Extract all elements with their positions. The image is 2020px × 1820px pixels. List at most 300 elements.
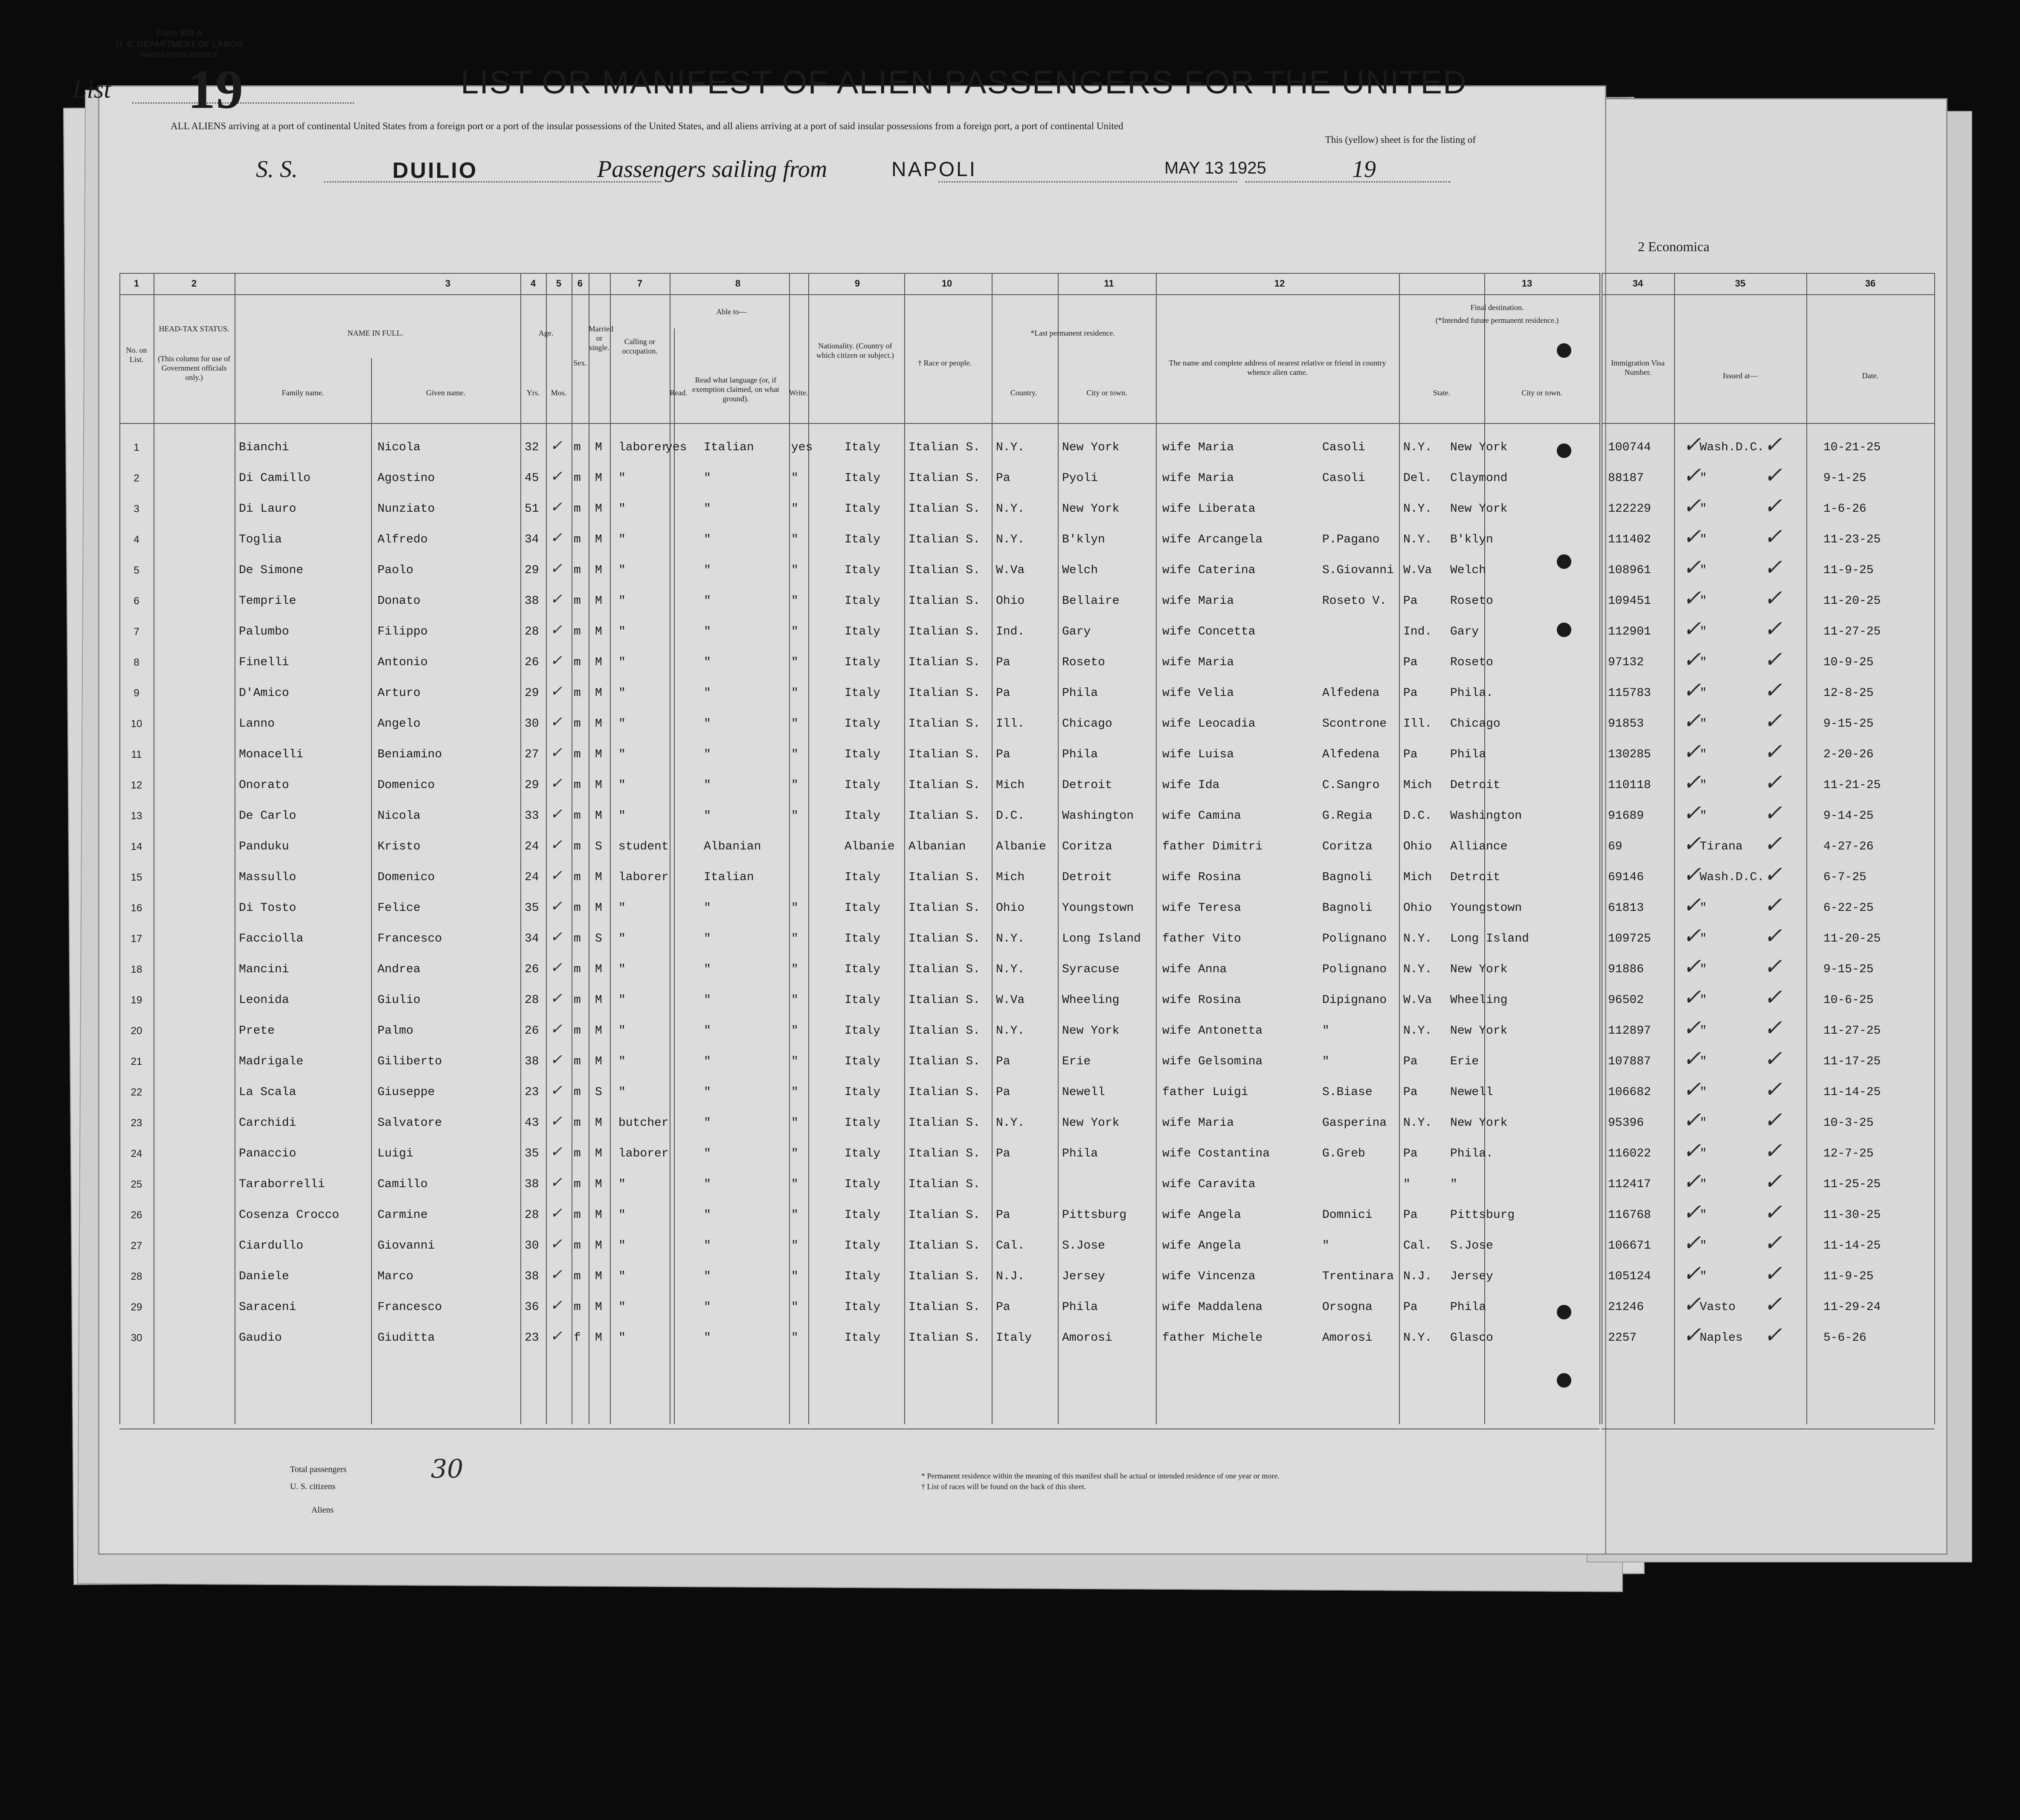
ss-label: S. S. bbox=[256, 156, 298, 183]
row-number: 8 bbox=[134, 657, 139, 668]
list-number: 19 bbox=[188, 59, 243, 120]
age-check-mark: ✓ bbox=[550, 1051, 563, 1068]
relative-name: wife Liberata bbox=[1162, 502, 1256, 516]
check-mark: ✓ bbox=[1764, 1292, 1782, 1317]
visa-date: 9-15-25 bbox=[1823, 717, 1874, 730]
race: Albanian bbox=[908, 840, 966, 853]
marital-status: M bbox=[595, 441, 602, 454]
check-mark: ✓ bbox=[1683, 1015, 1701, 1041]
relative-address: Bagnoli bbox=[1322, 871, 1373, 884]
check-mark: ✓ bbox=[1764, 1230, 1782, 1256]
issued-at: Naples bbox=[1700, 1331, 1743, 1345]
age-years: 43 bbox=[525, 1116, 539, 1130]
sailing-date: MAY 13 1925 bbox=[1164, 159, 1266, 177]
given-name: Camillo bbox=[377, 1178, 428, 1191]
read-language: " bbox=[704, 1270, 711, 1283]
age-years: 35 bbox=[525, 901, 539, 915]
family-name: Leonida bbox=[239, 994, 289, 1007]
relative-address: S.Biase bbox=[1322, 1086, 1373, 1099]
row-number: 18 bbox=[131, 964, 142, 975]
marital-status: M bbox=[595, 1024, 602, 1038]
check-mark: ✓ bbox=[1764, 678, 1782, 703]
form-identifier bbox=[60, 28, 299, 61]
page-title: LIST OR MANIFEST OF ALIEN PASSENGERS FOR THE UNITED bbox=[461, 64, 1467, 101]
column-divider bbox=[610, 273, 611, 1424]
race: Italian S. bbox=[908, 656, 981, 669]
visa-number: 105124 bbox=[1608, 1270, 1651, 1283]
family-name: Cosenza Crocco bbox=[239, 1209, 340, 1222]
occupation: " bbox=[618, 779, 626, 792]
relative-name: father Dimitri bbox=[1162, 840, 1263, 853]
row-number: 23 bbox=[131, 1117, 142, 1129]
visa-date: 11-25-25 bbox=[1823, 1178, 1881, 1191]
check-mark: ✓ bbox=[1683, 985, 1701, 1010]
visa-date: 11-30-25 bbox=[1823, 1209, 1881, 1222]
residence-country: W.Va bbox=[996, 994, 1025, 1007]
visa-number: 69146 bbox=[1608, 871, 1644, 884]
age-years: 38 bbox=[525, 1055, 539, 1068]
family-name: Taraborrelli bbox=[239, 1178, 325, 1191]
destination-state: Mich bbox=[1403, 779, 1432, 792]
occupation: " bbox=[618, 963, 626, 976]
age-years: 28 bbox=[525, 625, 539, 638]
sex: m bbox=[574, 1086, 581, 1099]
column-divider bbox=[789, 328, 790, 1424]
relative-name: wife Caravita bbox=[1162, 1178, 1256, 1191]
age-check-mark: ✓ bbox=[550, 621, 563, 638]
column-number: 35 bbox=[1735, 278, 1746, 289]
issued-at: " bbox=[1700, 656, 1707, 669]
destination-state: N.Y. bbox=[1403, 441, 1432, 454]
visa-date: 11-21-25 bbox=[1823, 779, 1881, 792]
family-name: Daniele bbox=[239, 1270, 289, 1283]
check-mark: ✓ bbox=[1764, 1322, 1782, 1348]
residence-city: Roseto bbox=[1062, 656, 1105, 669]
visa-date: 11-14-25 bbox=[1823, 1086, 1881, 1099]
race: Italian S. bbox=[908, 1086, 981, 1099]
visa-date: 4-27-26 bbox=[1823, 840, 1874, 853]
port-dotline bbox=[938, 181, 1237, 183]
marital-status: M bbox=[595, 901, 602, 915]
occupation: " bbox=[618, 994, 626, 1007]
age-check-mark: ✓ bbox=[550, 836, 563, 853]
visa-date: 10-6-25 bbox=[1823, 994, 1874, 1007]
destination-city: Phila bbox=[1450, 748, 1486, 761]
check-mark: ✓ bbox=[1683, 616, 1701, 642]
age-check-mark: ✓ bbox=[550, 1297, 563, 1314]
visa-number: 122229 bbox=[1608, 502, 1651, 516]
can-write: " bbox=[791, 994, 798, 1007]
read-language: " bbox=[704, 779, 711, 792]
read-language: " bbox=[704, 564, 711, 577]
family-name: De Simone bbox=[239, 564, 304, 577]
can-write: " bbox=[791, 656, 798, 669]
occupation: student bbox=[618, 840, 669, 853]
read-language: " bbox=[704, 994, 711, 1007]
header-read-what: Read what language (or, if exemption claimed, on what ground). bbox=[692, 376, 779, 403]
nationality: Italy bbox=[845, 502, 881, 516]
residence-country: N.Y. bbox=[996, 441, 1025, 454]
sex: m bbox=[574, 533, 581, 546]
age-check-mark: ✓ bbox=[550, 498, 563, 516]
check-mark: ✓ bbox=[1764, 463, 1782, 488]
read-language: " bbox=[704, 748, 711, 761]
destination-state: N.Y. bbox=[1403, 533, 1432, 546]
age-years: 45 bbox=[525, 472, 539, 485]
relative-address: " bbox=[1322, 1024, 1329, 1038]
can-write: " bbox=[791, 1209, 798, 1222]
destination-city: Alliance bbox=[1450, 840, 1508, 853]
relative-address: Domnici bbox=[1322, 1209, 1373, 1222]
given-name: Domenico bbox=[377, 779, 435, 792]
check-mark: ✓ bbox=[1683, 1077, 1701, 1102]
read-language: " bbox=[704, 1055, 711, 1068]
destination-state: Pa bbox=[1403, 1147, 1418, 1160]
visa-date: 10-3-25 bbox=[1823, 1116, 1874, 1130]
check-mark: ✓ bbox=[1764, 708, 1782, 734]
family-name: Panaccio bbox=[239, 1147, 296, 1160]
visa-date: 6-22-25 bbox=[1823, 901, 1874, 915]
age-check-mark: ✓ bbox=[550, 560, 563, 577]
check-mark: ✓ bbox=[1683, 893, 1701, 918]
age-check-mark: ✓ bbox=[550, 1020, 563, 1038]
family-name: Di Camillo bbox=[239, 472, 311, 485]
age-check-mark: ✓ bbox=[550, 1082, 563, 1099]
age-check-mark: ✓ bbox=[550, 1143, 563, 1160]
age-check-mark: ✓ bbox=[550, 652, 563, 669]
sex: m bbox=[574, 625, 581, 638]
visa-date: 11-17-25 bbox=[1823, 1055, 1881, 1068]
marital-status: M bbox=[595, 564, 602, 577]
given-name: Angelo bbox=[377, 717, 421, 730]
residence-city: Wheeling bbox=[1062, 994, 1120, 1007]
subtitle-line2: This (yellow) sheet is for the listing of bbox=[1325, 134, 1476, 145]
column-number: 7 bbox=[637, 278, 643, 289]
visa-date: 11-20-25 bbox=[1823, 932, 1881, 945]
read-language: " bbox=[704, 1178, 711, 1191]
header-visa-number: Immigration Visa Number. bbox=[1611, 359, 1665, 377]
check-mark: ✓ bbox=[1764, 555, 1782, 580]
relative-address: Roseto V. bbox=[1322, 594, 1387, 608]
residence-city: New York bbox=[1062, 1024, 1120, 1038]
destination-city: Pittsburg bbox=[1450, 1209, 1515, 1222]
age-years: 29 bbox=[525, 564, 539, 577]
age-years: 29 bbox=[525, 687, 539, 700]
check-mark: ✓ bbox=[1764, 1077, 1782, 1102]
occupation: " bbox=[618, 1086, 626, 1099]
port-name: NAPOLI bbox=[891, 158, 977, 181]
age-years: 24 bbox=[525, 840, 539, 853]
visa-number: 110118 bbox=[1608, 779, 1651, 792]
read-language: " bbox=[704, 594, 711, 608]
nationality: Italy bbox=[845, 687, 881, 700]
destination-city: B'klyn bbox=[1450, 533, 1493, 546]
residence-city: Jersey bbox=[1062, 1270, 1105, 1283]
residence-city: New York bbox=[1062, 441, 1120, 454]
relative-address: P.Pagano bbox=[1322, 533, 1380, 546]
header-top-line bbox=[119, 273, 1599, 274]
ship-name: DUILIO bbox=[392, 158, 478, 183]
residence-country: N.Y. bbox=[996, 502, 1025, 516]
age-check-mark: ✓ bbox=[550, 898, 563, 915]
nationality: Italy bbox=[845, 1116, 881, 1130]
issued-at: " bbox=[1700, 472, 1707, 485]
occupation: " bbox=[618, 1270, 626, 1283]
marital-status: S bbox=[595, 840, 602, 853]
given-name: Paolo bbox=[377, 564, 414, 577]
check-mark: ✓ bbox=[1764, 1261, 1782, 1287]
nationality: Italy bbox=[845, 1331, 881, 1345]
nationality: Italy bbox=[845, 594, 881, 608]
visa-number: 107887 bbox=[1608, 1055, 1651, 1068]
occupation: " bbox=[618, 502, 626, 516]
visa-number: 69 bbox=[1608, 840, 1622, 853]
visa-date: 11-29-24 bbox=[1823, 1301, 1881, 1314]
sex: m bbox=[574, 1270, 581, 1283]
age-years: 38 bbox=[525, 1178, 539, 1191]
visa-number: 91886 bbox=[1608, 963, 1644, 976]
race: Italian S. bbox=[908, 1147, 981, 1160]
relative-name: wife Rosina bbox=[1162, 871, 1241, 884]
destination-state: Pa bbox=[1403, 1086, 1418, 1099]
header-issued-at: Issued at— bbox=[1723, 371, 1758, 380]
nationality: Italy bbox=[845, 871, 881, 884]
sex: m bbox=[574, 594, 581, 608]
relative-name: wife Camina bbox=[1162, 809, 1241, 823]
sex: m bbox=[574, 871, 581, 884]
marital-status: M bbox=[595, 1239, 602, 1252]
family-name: Panduku bbox=[239, 840, 289, 853]
can-write: " bbox=[791, 1055, 798, 1068]
row-number: 10 bbox=[131, 718, 142, 730]
family-name: Palumbo bbox=[239, 625, 289, 638]
check-mark: ✓ bbox=[1683, 555, 1701, 580]
read-language: " bbox=[704, 963, 711, 976]
visa-date: 11-27-25 bbox=[1823, 1024, 1881, 1038]
row-number: 6 bbox=[134, 595, 139, 607]
can-write: " bbox=[791, 748, 798, 761]
destination-state: Pa bbox=[1403, 1055, 1418, 1068]
age-check-mark: ✓ bbox=[550, 1205, 563, 1222]
residence-country: N.Y. bbox=[996, 533, 1025, 546]
can-write: " bbox=[791, 809, 798, 823]
occupation: " bbox=[618, 1024, 626, 1038]
relative-address: Coritza bbox=[1322, 840, 1373, 853]
race: Italian S. bbox=[908, 1024, 981, 1038]
header-calling: Calling or occupation. bbox=[622, 337, 658, 355]
age-check-mark: ✓ bbox=[550, 1113, 563, 1130]
read-language: " bbox=[704, 1239, 711, 1252]
destination-city: Phila. bbox=[1450, 687, 1493, 700]
family-name: Monacelli bbox=[239, 748, 304, 761]
residence-city: Washington bbox=[1062, 809, 1134, 823]
header-family-name: Family name. bbox=[282, 388, 324, 397]
column-number: 10 bbox=[941, 278, 952, 289]
row-number: 1 bbox=[134, 442, 139, 453]
race: Italian S. bbox=[908, 687, 981, 700]
relative-name: wife Arcangela bbox=[1162, 533, 1263, 546]
occupation: " bbox=[618, 687, 626, 700]
residence-city: Detroit bbox=[1062, 871, 1112, 884]
row-number: 21 bbox=[131, 1056, 142, 1067]
check-mark: ✓ bbox=[1683, 923, 1701, 949]
relative-name: father Vito bbox=[1162, 932, 1241, 945]
relative-name: wife Costantina bbox=[1162, 1147, 1270, 1160]
read-language: " bbox=[704, 656, 711, 669]
age-check-mark: ✓ bbox=[550, 928, 563, 945]
residence-country: Pa bbox=[996, 656, 1010, 669]
family-name: Di Tosto bbox=[239, 901, 296, 915]
check-mark: ✓ bbox=[1683, 831, 1701, 857]
nationality: Italy bbox=[845, 533, 881, 546]
relative-address: Casoli bbox=[1322, 441, 1365, 454]
nationality: Albanie bbox=[845, 840, 895, 853]
family-name: Ciardullo bbox=[239, 1239, 304, 1252]
row-number: 13 bbox=[131, 810, 142, 822]
can-write: " bbox=[791, 625, 798, 638]
issued-at: " bbox=[1700, 1055, 1707, 1068]
nationality: Italy bbox=[845, 1178, 881, 1191]
destination-city: Phila. bbox=[1450, 1147, 1493, 1160]
residence-country: N.J. bbox=[996, 1270, 1025, 1283]
punch-hole-6 bbox=[1557, 1373, 1571, 1388]
check-mark: ✓ bbox=[1683, 493, 1701, 519]
destination-city: Wheeling bbox=[1450, 994, 1508, 1007]
residence-city: Newell bbox=[1062, 1086, 1105, 1099]
sex: m bbox=[574, 1301, 581, 1314]
read-language: " bbox=[704, 1086, 711, 1099]
column-divider bbox=[1484, 358, 1485, 1424]
can-write: " bbox=[791, 1024, 798, 1038]
row-number: 7 bbox=[134, 626, 139, 638]
sex: m bbox=[574, 564, 581, 577]
occupation: " bbox=[618, 1301, 626, 1314]
relative-name: wife Anna bbox=[1162, 963, 1227, 976]
column-number: 3 bbox=[445, 278, 451, 289]
destination-city: " bbox=[1450, 1178, 1457, 1191]
destination-state: W.Va bbox=[1403, 994, 1432, 1007]
destination-state: Cal. bbox=[1403, 1239, 1432, 1252]
visa-number: 106671 bbox=[1608, 1239, 1651, 1252]
residence-city: Phila bbox=[1062, 1147, 1098, 1160]
destination-state: Pa bbox=[1403, 748, 1418, 761]
race: Italian S. bbox=[908, 1331, 981, 1345]
issued-at: " bbox=[1700, 1270, 1707, 1283]
can-write: " bbox=[791, 717, 798, 730]
residence-country: Pa bbox=[996, 748, 1010, 761]
nationality: Italy bbox=[845, 1086, 881, 1099]
visa-number: 109725 bbox=[1608, 932, 1651, 945]
visa-date: 11-9-25 bbox=[1823, 564, 1874, 577]
nationality: Italy bbox=[845, 994, 881, 1007]
occupation: " bbox=[618, 717, 626, 730]
age-check-mark: ✓ bbox=[550, 990, 563, 1007]
relative-name: wife Velia bbox=[1162, 687, 1234, 700]
marital-status: M bbox=[595, 472, 602, 485]
marital-status: S bbox=[595, 1086, 602, 1099]
family-name: Carchidi bbox=[239, 1116, 296, 1130]
age-years: 29 bbox=[525, 779, 539, 792]
check-mark: ✓ bbox=[1764, 985, 1782, 1010]
header-final-dest-note: (*Intended future permanent residence.) bbox=[1435, 316, 1559, 325]
relative-name: wife Rosina bbox=[1162, 994, 1241, 1007]
check-mark: ✓ bbox=[1764, 862, 1782, 887]
row-number: 30 bbox=[131, 1332, 142, 1344]
residence-city: Pyoli bbox=[1062, 472, 1098, 485]
issued-at: " bbox=[1700, 932, 1707, 945]
age-check-mark: ✓ bbox=[550, 468, 563, 485]
visa-number: 130285 bbox=[1608, 748, 1651, 761]
sex: m bbox=[574, 1055, 581, 1068]
occupation: butcher bbox=[618, 1116, 669, 1130]
sex: m bbox=[574, 656, 581, 669]
nationality: Italy bbox=[845, 932, 881, 945]
can-write: " bbox=[791, 932, 798, 945]
column-divider bbox=[674, 328, 675, 1424]
age-years: 30 bbox=[525, 717, 539, 730]
occupation: " bbox=[618, 594, 626, 608]
residence-country: Cal. bbox=[996, 1239, 1025, 1252]
visa-date: 9-1-25 bbox=[1823, 472, 1866, 485]
read-language: " bbox=[704, 1331, 711, 1345]
column-divider bbox=[1674, 273, 1675, 1424]
issued-at: " bbox=[1700, 1239, 1707, 1252]
column-number: 1 bbox=[134, 278, 139, 289]
marital-status: M bbox=[595, 1147, 602, 1160]
check-mark: ✓ bbox=[1683, 1292, 1701, 1317]
check-mark: ✓ bbox=[1764, 739, 1782, 765]
residence-city: Long Island bbox=[1062, 932, 1141, 945]
sex: m bbox=[574, 502, 581, 516]
race: Italian S. bbox=[908, 564, 981, 577]
destination-state: W.Va bbox=[1403, 564, 1432, 577]
punch-hole-4 bbox=[1557, 623, 1571, 637]
header-name-in-full: NAME IN FULL. bbox=[347, 329, 403, 337]
marital-status: M bbox=[595, 1178, 602, 1191]
header-race: † Race or people. bbox=[918, 359, 972, 367]
age-check-mark: ✓ bbox=[550, 1266, 563, 1283]
race: Italian S. bbox=[908, 779, 981, 792]
visa-date: 11-27-25 bbox=[1823, 625, 1881, 638]
age-check-mark: ✓ bbox=[550, 437, 563, 454]
row-number: 5 bbox=[134, 565, 139, 576]
relative-address: Alfedena bbox=[1322, 748, 1380, 761]
age-years: 26 bbox=[525, 656, 539, 669]
marital-status: M bbox=[595, 656, 602, 669]
age-check-mark: ✓ bbox=[550, 959, 563, 976]
marital-status: M bbox=[595, 994, 602, 1007]
header-final-dest: Final destination. bbox=[1470, 303, 1524, 312]
relative-name: father Luigi bbox=[1162, 1086, 1248, 1099]
column-divider bbox=[1156, 358, 1157, 1424]
sex: m bbox=[574, 932, 581, 945]
age-check-mark: ✓ bbox=[550, 1174, 563, 1191]
family-name: Prete bbox=[239, 1024, 275, 1038]
residence-country: Italy bbox=[996, 1331, 1032, 1345]
check-mark: ✓ bbox=[1764, 1107, 1782, 1133]
destination-city: Phila bbox=[1450, 1301, 1486, 1314]
given-name: Filippo bbox=[377, 625, 428, 638]
header-country: Country. bbox=[1010, 388, 1037, 397]
relative-name: wife Concetta bbox=[1162, 625, 1256, 638]
visa-date: 10-21-25 bbox=[1823, 441, 1881, 454]
relative-address: Gasperina bbox=[1322, 1116, 1387, 1130]
column-divider bbox=[1058, 358, 1059, 1424]
visa-date: 5-6-26 bbox=[1823, 1331, 1866, 1345]
age-years: 35 bbox=[525, 1147, 539, 1160]
can-read: yes bbox=[665, 441, 687, 454]
relative-name: wife Angela bbox=[1162, 1209, 1241, 1222]
